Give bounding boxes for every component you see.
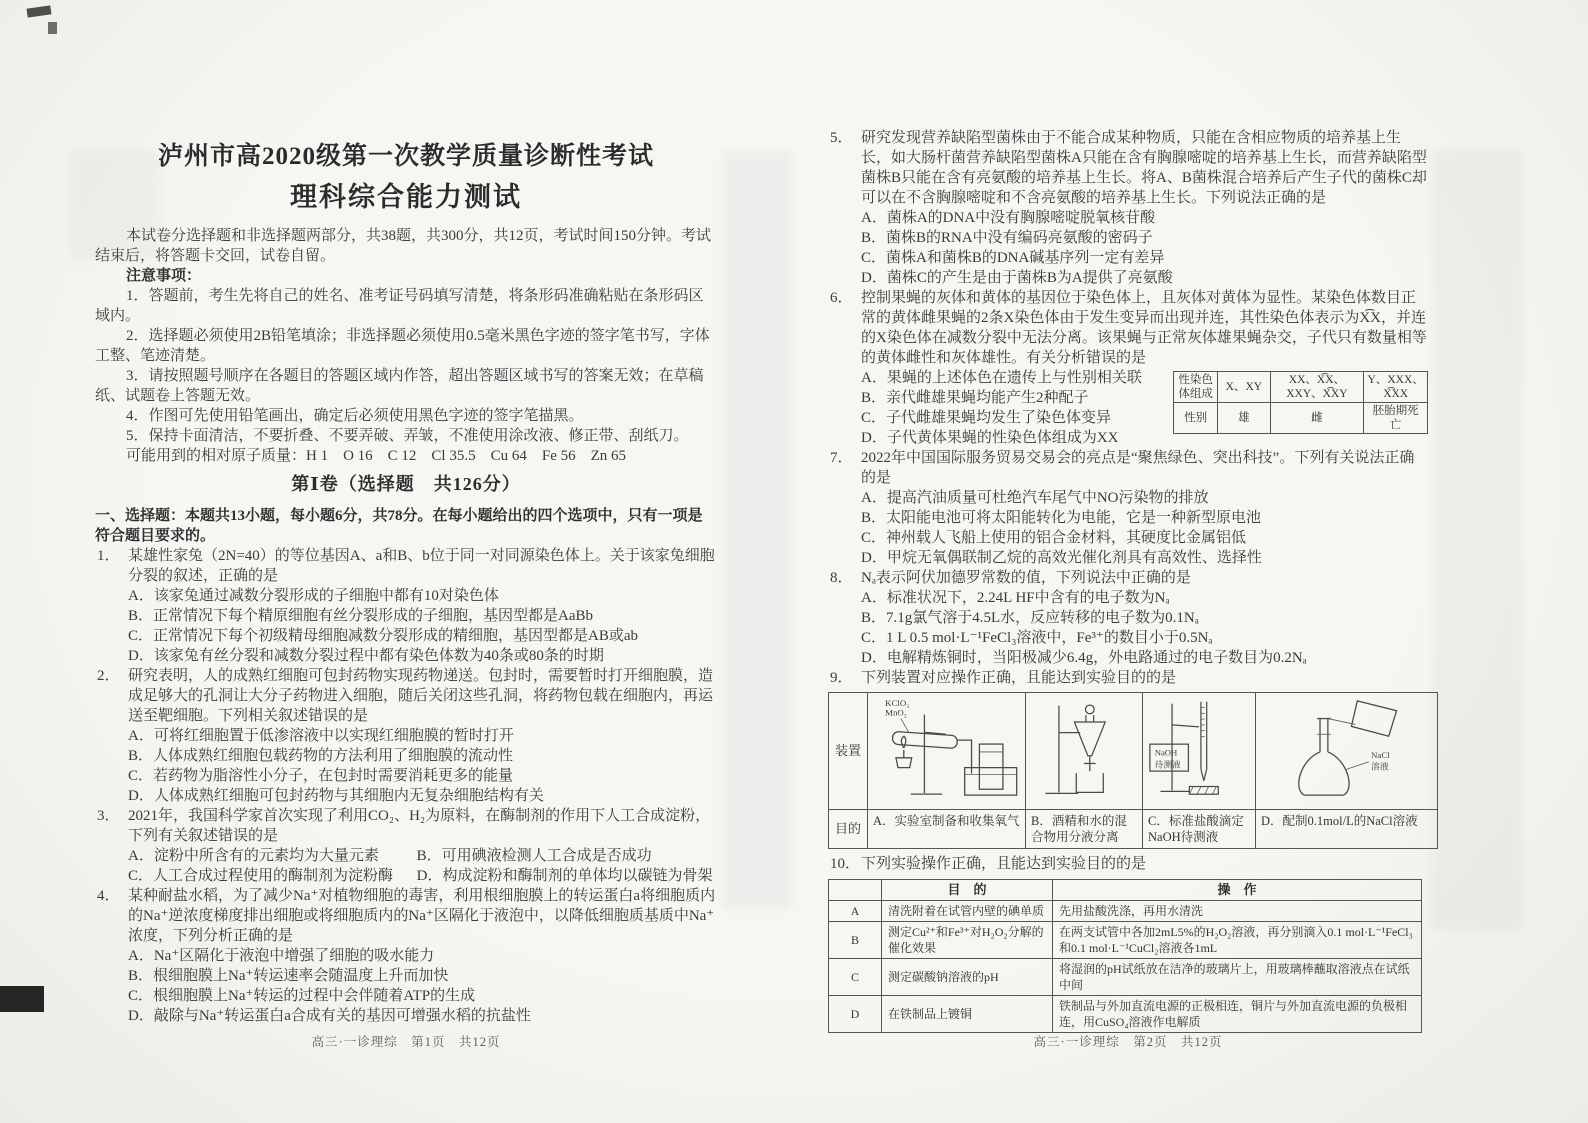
table-row <box>829 901 1422 922</box>
question-number: 7． <box>830 450 853 466</box>
question-number: 3． <box>97 808 120 824</box>
question-number: 1． <box>97 548 120 564</box>
notice-item: 5．保持卡面清洁，不要折叠、不要弄破、弄皱，不准使用涂改液、修正带、刮纸刀。 <box>126 428 689 444</box>
option-d: D．敲除与Na⁺转运蛋白a合成有关的基因可增强水稻的抗盐性 <box>128 1008 531 1024</box>
operations-table <box>828 879 1422 1033</box>
svg-text:MnO₂: MnO₂ <box>884 707 907 718</box>
page-2 <box>828 128 1428 1078</box>
question-9 <box>828 668 1428 849</box>
table-cell: 雄 <box>1218 403 1270 434</box>
oxygen-preparation-apparatus <box>873 695 1021 801</box>
option-c: C．根细胞膜上Na⁺转运的过程中会伴随着ATP的生成 <box>128 988 476 1004</box>
question-stem: 控制果蝇的灰体和黄体的基因位于染色体上，且灰体对黄体为显性。某染色体数目正常的黄体雌果蝇的2条X染色体由于发生变异而出现并连，其性染色体表示为X͡X，并连的X染色体在减数分裂中无法分离。该果蝇与正常灰体雄果蝇杂交，子代只有数量相等的黄体雌性和灰体雄性。有关分析错误的是 <box>861 290 1427 366</box>
option-a: A．Na⁺区隔化于液泡中增强了细胞的吸水能力 <box>128 948 435 964</box>
row-label-apparatus: 装置 <box>829 693 868 810</box>
question-1 <box>95 546 717 666</box>
table-cell: 雌 <box>1270 403 1364 434</box>
question-stem: 研究发现营养缺陷型菌株由于不能合成某种物质，只能在含相应物质的培养基上生长，如大肠杆菌营养缺陷型菌株A只能在含有胸腺嘧啶的培养基上生长，而营养缺陷型菌株B只能在含有亮氨酸的培养基上生长。将A、B菌株混合培养后产生子代的菌株C却可以在不含胸腺嘧啶和不含亮氨酸的培养基上生长。下列说法正确的是 <box>861 130 1427 206</box>
option-b: B．人体成熟红细胞包载药物的方法利用了细胞膜的流动性 <box>128 748 514 764</box>
question-stem: 下列装置对应操作正确，且能达到实验目的的是 <box>861 670 1177 686</box>
question-stem: 某雄性家兔（2N=40）的等位基因A、a和B、b位于同一对同源染色体上。关于该家兔细胞分裂的叙述，正确的是 <box>128 548 715 584</box>
question-stem: 2022年中国国际服务贸易交易会的亮点是“聚焦绿色、突出科技”。下列有关说法正确的是 <box>861 450 1415 486</box>
svg-text:NaCl: NaCl <box>1370 749 1390 760</box>
table-cell: Y、XXX、X͡XX <box>1364 372 1428 403</box>
apparatus-caption-c: C．标准盐酸滴定NaOH待测液 <box>1143 810 1256 849</box>
row-operation: 将湿润的pH试纸放在洁净的玻璃片上，用玻璃棒蘸取溶液点在试纸中间 <box>1053 959 1422 996</box>
notice-item: 3．请按照题号顺序在各题目的答题区域内作答，超出答题区域书写的答案无效；在草稿纸、试题卷上答题无效。 <box>95 368 704 404</box>
option-c: C．1 L 0.5 mol·L⁻¹FeCl₃溶液中，Fe³⁺的数目小于0.5Nₐ <box>861 630 1213 646</box>
scan-bleed-artifact <box>1432 150 1522 930</box>
table-row <box>829 959 1422 996</box>
option-d: D．该家兔有丝分裂和减数分裂过程中都有染色体数为40条或80条的时期 <box>128 648 604 664</box>
row-purpose: 测定碳酸钠溶液的pH <box>882 959 1053 996</box>
table-cell: XX、X͡X、XXY、X͡XY <box>1270 372 1364 403</box>
option-d: D．人体成熟红细胞可包封药物与其细胞内无复杂细胞结构有关 <box>128 788 544 804</box>
row-purpose: 在铁制品上镀铜 <box>882 996 1053 1033</box>
option-d: D．子代黄体果蝇的性染色体组成为XX <box>861 430 1119 446</box>
question-stem: 某种耐盐水稻，为了减少Na⁺对植物细胞的毒害，利用根细胞膜上的转运蛋白a将细胞质内的Na⁺逆浓度梯度排出细胞或将细胞质内的Na⁺区隔化于液泡中，以降低细胞质基质中Na⁺浓度，下列分析正确的是 <box>128 888 716 944</box>
question-number: 2． <box>97 668 120 684</box>
section-heading: 第Ⅰ卷（选择题 共126分） <box>291 474 521 494</box>
option-a: A．淀粉中所含有的元素均为大量元素 <box>128 848 379 864</box>
option-b: B．菌株B的RNA中没有编码亮氨酸的密码子 <box>861 230 1153 246</box>
option-c: C．正常情况下每个初级精母细胞减数分裂形成的精细胞，基因型都是AB或ab <box>128 628 639 644</box>
question-3 <box>95 806 717 886</box>
row-letter: D <box>829 996 882 1033</box>
question-10 <box>828 854 1428 1033</box>
option-a: A．该家兔通过减数分裂形成的子细胞中都有10对染色体 <box>128 588 499 604</box>
row-label-purpose: 目的 <box>829 810 868 849</box>
svg-text:NaOH: NaOH <box>1154 747 1178 758</box>
question-number: 10． <box>830 856 861 872</box>
scan-bleed-artifact <box>722 150 792 910</box>
atomic-mass-line: 可能用到的相对原子质量：H 1 O 16 C 12 Cl 35.5 Cu 64 Fe 56 Zn 65 <box>126 448 627 464</box>
table-cell: 胚胎期死亡 <box>1364 403 1428 434</box>
question-number: 9． <box>830 670 853 686</box>
option-a: A．可将红细胞置于低渗溶液中以实现红细胞膜的暂时打开 <box>128 728 514 744</box>
option-b: B．太阳能电池可将太阳能转化为电能，它是一种新型原电池 <box>861 510 1262 526</box>
notice-item: 4．作图可先使用铅笔画出，确定后必须使用黑色字迹的签字笔描黑。 <box>126 408 584 424</box>
notice-item: 2．选择题必须使用2B铅笔填涂；非选择题必须使用0.5毫米黑色字迹的签字笔书写，字体工整、笔迹清楚。 <box>95 328 710 364</box>
notice-heading: 注意事项： <box>126 268 202 284</box>
question-number: 5． <box>830 130 853 146</box>
table-row <box>829 922 1422 959</box>
scan-artifact <box>0 986 44 1012</box>
exam-intro: 本试卷分选择题和非选择题两部分，共38题，共300分，共12页，考试时间150分钟。考试结束后，将答题卡交回，试卷自留。 <box>95 228 712 264</box>
option-c: C．菌株A和菌株B的DNA碱基序列一定有差异 <box>861 250 1165 266</box>
question-stem: 2021年，我国科学家首次实现了利用CO₂、H₂为原料，在酶制剂的作用下人工合成淀粉，下列有关叙述错误的是 <box>128 808 711 844</box>
question-number: 4． <box>97 888 120 904</box>
table-header-purpose: 目 的 <box>882 880 1053 901</box>
table-header-blank <box>829 880 882 901</box>
apparatus-table <box>828 692 1438 849</box>
option-d: D．菌株C的产生是由于菌株B为A提供了亮氨酸 <box>861 270 1173 286</box>
row-operation: 在两支试管中各加2mL5%的H₂O₂溶液，再分别滴入0.1 mol·L⁻¹FeCl₃和0.1 mol·L⁻¹CuCl₂溶液各1mL <box>1053 922 1422 959</box>
option-c: C．神州载人飞船上使用的铝合金材料，其硬度比金属铝低 <box>861 530 1247 546</box>
row-purpose: 清洗附着在试管内壁的碘单质 <box>882 901 1053 922</box>
row-letter: C <box>829 959 882 996</box>
scan-artifact <box>48 22 57 34</box>
option-d: D．电解精炼铜时，当阳极减少6.4g，外电路通过的电子数目为0.2Nₐ <box>861 650 1307 666</box>
row-operation: 铁制品与外加直流电源的正极相连，铜片与外加直流电源的负极相连，用CuSO₄溶液作电解质 <box>1053 996 1422 1033</box>
row-letter: A <box>829 901 882 922</box>
burette-titration-apparatus <box>1147 695 1251 801</box>
row-purpose: 测定Cu²⁺和Fe³⁺对H₂O₂分解的催化效果 <box>882 922 1053 959</box>
question-number: 8． <box>830 570 853 586</box>
volumetric-flask-apparatus <box>1261 695 1433 801</box>
option-d: D．构成淀粉和酶制剂的单体均以碳链为骨架 <box>416 868 713 884</box>
question-8 <box>828 568 1428 668</box>
option-a: A．提高汽油质量可杜绝汽车尾气中NO污染物的排放 <box>861 490 1209 506</box>
table-cell: 性别 <box>1174 403 1218 434</box>
page-1-footer: 高三·一诊理综 第1页 共12页 <box>311 1035 501 1049</box>
option-c: C．子代雌雄果蝇均发生了染色体变异 <box>861 410 1112 426</box>
option-a: A．果蝇的上述体色在遗传上与性别相关联 <box>861 370 1142 386</box>
question-stem: 研究表明，人的成熟红细胞可包封药物实现药物递送。包封时，需要暂时打开细胞膜，造成足够大的孔洞让大分子药物进入细胞，随后关闭这些孔洞，将药物包载在细胞内，再运送至靶细胞。下列相关叙述错误的是 <box>128 668 714 724</box>
option-b: B．亲代雌雄果蝇均能产生2种配子 <box>861 390 1089 406</box>
option-c: C．若药物为脂溶性小分子，在包封时需要消耗更多的能量 <box>128 768 514 784</box>
option-b: B．可用碘液检测人工合成是否成功 <box>416 848 652 864</box>
exam-title: 泸州市高2020级第一次教学质量诊断性考试 <box>157 143 654 170</box>
question-2 <box>95 666 717 806</box>
question-6 <box>828 288 1428 448</box>
notice-item: 1．答题前，考生先将自己的姓名、准考证号码填写清楚，将条形码准确粘贴在条形码区域内。 <box>95 288 704 324</box>
option-a: A．标准状况下，2.24L HF中含有的电子数为Nₐ <box>861 590 1170 606</box>
exam-subtitle: 理科综合能力测试 <box>290 182 522 212</box>
page-2-footer: 高三·一诊理综 第2页 共12页 <box>1033 1035 1223 1049</box>
question-4 <box>95 886 717 1026</box>
table-cell: X、XY <box>1218 372 1270 403</box>
question-7 <box>828 448 1428 568</box>
apparatus-caption-b: B．酒精和水的混合物用分液分离 <box>1026 810 1143 849</box>
table-cell: 性染色体组成 <box>1174 372 1218 403</box>
question-stem: 下列实验操作正确，且能达到实验目的的是 <box>861 856 1147 872</box>
mcq-intro: 一、选择题：本题共13小题，每小题6分，共78分。在每小题给出的四个选项中，只有一项是符合题目要求的。 <box>95 508 703 544</box>
row-letter: B <box>829 922 882 959</box>
scan-artifact <box>26 5 51 17</box>
question-number: 6． <box>830 290 853 306</box>
option-b: B．根细胞膜上Na⁺转运速率会随温度上升而加快 <box>128 968 449 984</box>
svg-text:KClO₃: KClO₃ <box>884 697 909 708</box>
option-b: B．正常情况下每个精原细胞有丝分裂形成的子细胞，基因型都是AaBb <box>128 608 594 624</box>
apparatus-caption-a: A．实验室制备和收集氧气 <box>868 810 1026 849</box>
option-a: A．菌株A的DNA中没有胸腺嘧啶脱氧核苷酸 <box>861 210 1156 226</box>
option-b: B．7.1g氯气溶于4.5L水，反应转移的电子数为0.1Nₐ <box>861 610 1199 626</box>
page-1 <box>95 142 717 1082</box>
table-row <box>829 996 1422 1033</box>
row-operation: 先用盐酸洗涤，再用水清洗 <box>1053 901 1422 922</box>
sex-chromosome-table <box>1173 371 1428 434</box>
question-5 <box>828 128 1428 288</box>
option-d: D．甲烷无氧偶联制乙烷的高效光催化剂具有高效性、选择性 <box>861 550 1262 566</box>
apparatus-caption-d: D．配制0.1mol/L的NaCl溶液 <box>1256 810 1438 849</box>
question-stem: Nₐ表示阿伏加德罗常数的值，下列说法中正确的是 <box>861 570 1191 586</box>
separating-funnel-apparatus <box>1030 695 1138 801</box>
table-header-operation: 操 作 <box>1053 880 1422 901</box>
svg-text:待测液: 待测液 <box>1154 759 1181 770</box>
svg-text:溶液: 溶液 <box>1370 761 1389 772</box>
option-c: C．人工合成过程使用的酶制剂为淀粉酶 <box>128 868 394 884</box>
